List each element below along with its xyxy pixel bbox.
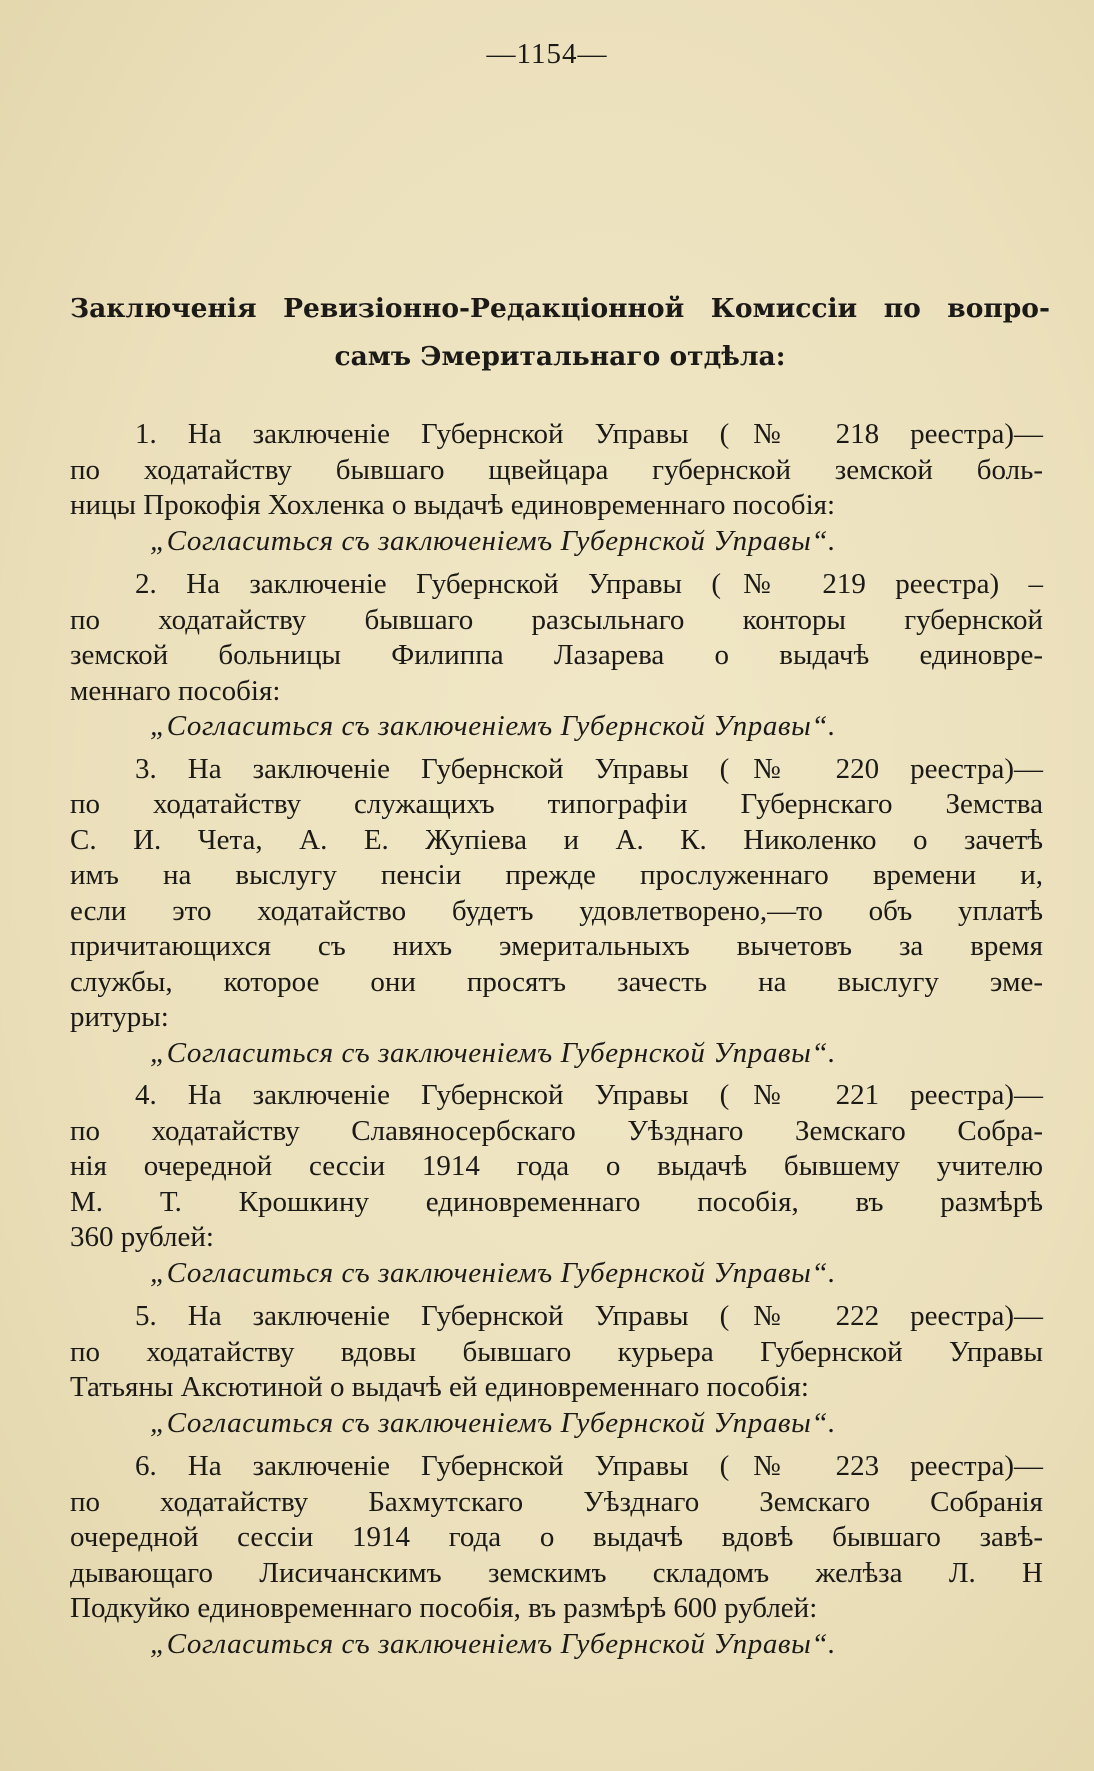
item-text-line: по ходатайству Славяносербскаго Уѣзднаго Земскаго Собра- <box>70 1114 1043 1147</box>
resolution-item <box>70 752 1043 1072</box>
resolution-item <box>70 1078 1043 1291</box>
resolution-text: „Согласиться съ заключеніемъ Губернской Управы“. <box>150 524 836 557</box>
resolution-item <box>70 1299 1043 1441</box>
item-text-line: нія очередной сессіи 1914 года о выдачѣ бывшему учителю <box>70 1150 1043 1182</box>
heading-line: самъ Эмеритальнаго отдѣла: <box>334 341 786 372</box>
section-heading <box>70 285 1050 381</box>
resolution-text: „Согласиться съ заключеніемъ Губернской Управы“. <box>150 710 836 742</box>
item-text-line: если это ходатайство будетъ удовлетворено,—то объ уплатѣ <box>70 894 1043 927</box>
resolution-item <box>70 1449 1043 1662</box>
item-text-line: 2. На заключеніе Губернской Управы (№ 219 реестра) – <box>135 568 1043 600</box>
item-text-line: С. И. Чета, А. Е. Жупіева и А. К. Николенко о зачетѣ <box>70 823 1043 856</box>
item-text-line: земской больницы Филиппа Лазарева о выдачѣ единовре- <box>70 639 1043 671</box>
item-text-line: очередной сессіи 1914 года о выдачѣ вдовѣ бывшаго завѣ- <box>70 1521 1043 1553</box>
item-text-line: дывающаго Лисичанскимъ земскимъ складомъ желѣза Л. Н <box>70 1556 1043 1589</box>
item-text-line: причитающихся съ нихъ эмеритальныхъ вычетовъ за время <box>70 930 1043 962</box>
item-text-line: 360 рублей: <box>70 1221 214 1253</box>
item-text-line: 5. На заключеніе Губернской Управы (№ 222 реестра)— <box>135 1300 1043 1332</box>
item-text-line: 1. На заключеніе Губернской Управы (№ 218 реестра)— <box>135 418 1043 450</box>
resolution-text: „Согласиться съ заключеніемъ Губернской Управы“. <box>150 1406 836 1439</box>
item-text-line: имъ на выслугу пенсіи прежде прослуженнаго времени и, <box>70 859 1043 891</box>
item-text-line: Татьяны Аксютиной о выдачѣ ей единовременнаго пособія: <box>70 1371 809 1403</box>
resolution-item <box>70 567 1043 745</box>
resolution-text: „Согласиться съ заключеніемъ Губернской Управы“. <box>150 1627 836 1660</box>
resolutions-list <box>70 417 1043 1669</box>
resolution-text: „Согласиться съ заключеніемъ Губернской Управы“. <box>150 1256 836 1289</box>
resolution-text: „Согласиться съ заключеніемъ Губернской Управы“. <box>150 1036 836 1069</box>
heading-line: Заключенія Ревизіонно-Редакціонной Комиссіи по вопро- <box>70 293 1050 324</box>
item-text-line: по ходатайству бывшаго щвейцара губернской земской боль- <box>70 453 1043 486</box>
item-text-line: 6. На заключеніе Губернской Управы (№ 223 реестра)— <box>135 1450 1043 1482</box>
item-text-line: 3. На заключеніе Губернской Управы (№ 220 реестра)— <box>135 752 1043 785</box>
item-text-line: ницы Прокофія Хохленка о выдачѣ единовременнаго пособія: <box>70 489 836 521</box>
item-text-line: службы, которое они просятъ зачесть на выслугу эме- <box>70 965 1043 998</box>
item-text-line: ритуры: <box>70 1001 169 1033</box>
item-text-line: 4. На заключеніе Губернской Управы (№ 221 реестра)— <box>135 1079 1043 1111</box>
page-number: —1154— <box>486 38 608 70</box>
item-text-line: по ходатайству служащихъ типографіи Губернскаго Земства <box>70 788 1043 820</box>
item-text-line: меннаго пособія: <box>70 674 281 707</box>
item-text-line: Подкуйко единовременнаго пособія, въ размѣрѣ 600 рублей: <box>70 1592 818 1624</box>
item-text-line: М. Т. Крошкину единовременнаго пособія, въ размѣрѣ <box>70 1185 1043 1218</box>
item-text-line: по ходатайству вдовы бывшаго курьера Губернской Управы <box>70 1335 1043 1368</box>
resolution-item <box>70 417 1043 559</box>
item-text-line: по ходатайству бывшаго разсыльнаго конторы губернской <box>70 603 1043 636</box>
item-text-line: по ходатайству Бахмутскаго Уѣзднаго Земскаго Собранія <box>70 1485 1043 1518</box>
